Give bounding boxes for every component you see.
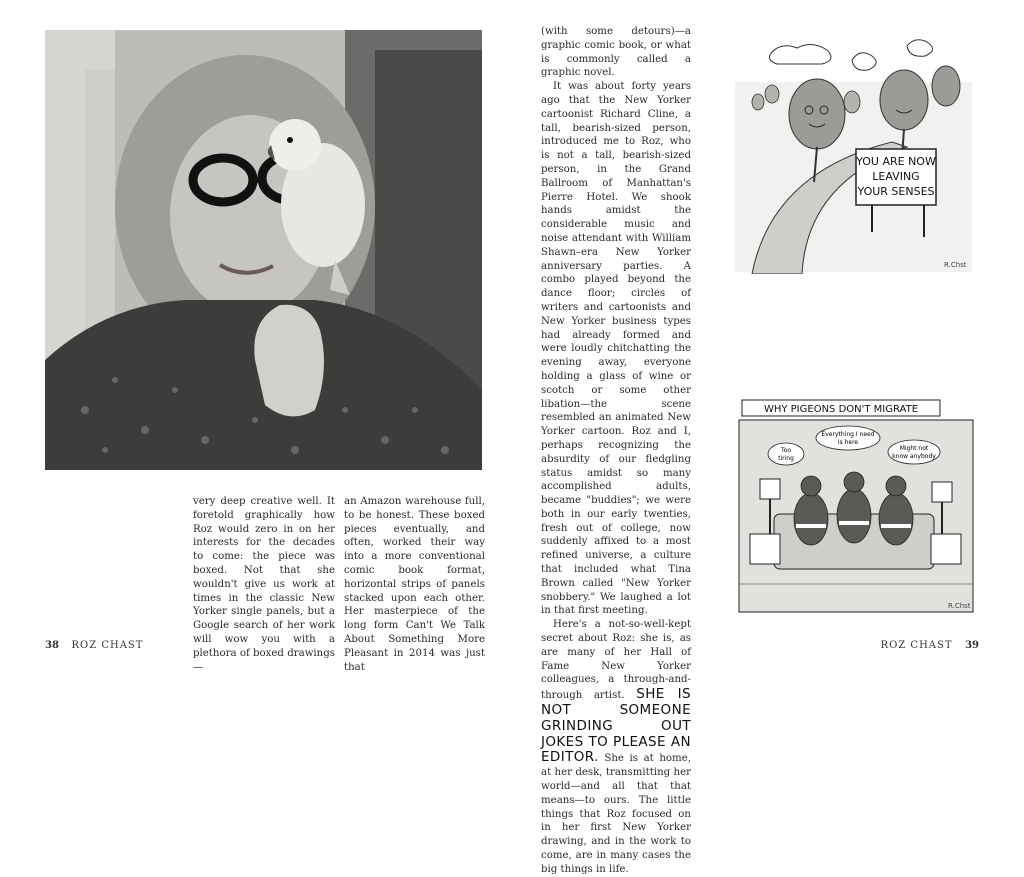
footer-left [45,640,143,651]
sign-line-1: YOU ARE NOW [856,155,936,168]
cartoon-title: WHY PIGEONS DON'T MIGRATE [763,404,919,415]
running-head: ROZ CHAST [71,640,144,651]
left-page [0,0,512,673]
bubble-1-line-2: tiring [778,455,794,462]
bubble-3-line-2: know anybody [892,453,936,460]
page-number: 39 [965,640,979,651]
pull-quote: SHE IS NOT SOMEONE GRINDING OUT JOKES TO PLEASE AN EDITOR. [541,686,691,766]
portrait-illustration [45,30,482,470]
body-text: It was about forty years ago that the New Yorker cartoonist Richard Cline, a tall, bearish-sized person, introduced me to Roz, who is not a tall, bearish-sized person, in the Grand Ballroom of Manhattan's Pierre Hotel. We shook hands amidst the considerable music and noise attendant with William Shawn–era New Yorker anniversary parties. A combo played beyond the dance floor; circles of writers and cartoonists and New Yorker business types had already formed and were loudly chitchatting the evening away, everyone holding a glass of wine or scotch or some other libation—the scene resembled an animated New Yorker cartoon. Roz and I, perhaps recognizing the absurdity of our fledgling status amidst so many accomplished adults, became "buddies"; we were both in our early twenties, fresh out of college, now suddenly affixed to a most refined universe, a culture that included what Tina Brown called "New Yorker snobbery." We laughed a lot in that first meeting. [541,81,691,617]
bubble-3-line-1: Might not [899,445,929,452]
cartoon-signature: R.Chst [944,261,967,269]
footer-right [881,640,979,651]
bubble-2-line-1: Everything I need [821,431,875,438]
sign-line-3: YOUR SENSES [857,185,935,198]
cartoon-pigeons [736,394,976,616]
page-number: 38 [45,640,59,651]
body-column-3 [541,25,691,877]
cartoon-drawing [736,394,976,616]
body-text: an Amazon warehouse full, to be honest. These boxed pieces eventually, and often, worked their way into a more conventional comic book format, horizontal strips of panels stacked upon each other. Her masterpiece of the long form Can't We Talk About Something More Pleasant in 2014 was just that [344,496,485,673]
bubble-2-line-2: is here [837,439,859,446]
sign-line-2: LEAVING [872,170,920,183]
bubble-1-line-1: Too [781,447,791,454]
body-text: She is at home, at her desk, transmitting her world—and all that that means—to ours. The little things that Roz focused on in her first New Yorker drawing, and in the work to come, are in many cases the big things in life. [541,753,691,875]
body-column-1 [193,495,335,674]
portrait-photo [45,30,482,470]
body-text: (with some detours)—a graphic comic book, or what is commonly called a graphic novel. [541,26,691,79]
body-column-2 [344,495,485,674]
body-text: very deep creative well. It foretold graphically how Roz would zero in on her interests for the decades to come: the piece was boxed. Not that she wouldn't give us work at times in the classic New Yorker single panels, but a Google search of her work will wow you with a plethora of boxed drawings— [193,496,335,673]
running-head: ROZ CHAST [880,640,953,651]
body-text: Here's a not-so-well-kept secret about Roz: she is, as are many of her Hall of Fame New Yorker colleagues, a through-and-through artist. [541,619,691,702]
body-text [541,618,691,876]
cartoon-drawing [732,32,975,274]
cartoon-signature: R.Chst [948,602,971,610]
cartoon-leaving-senses [732,32,975,274]
